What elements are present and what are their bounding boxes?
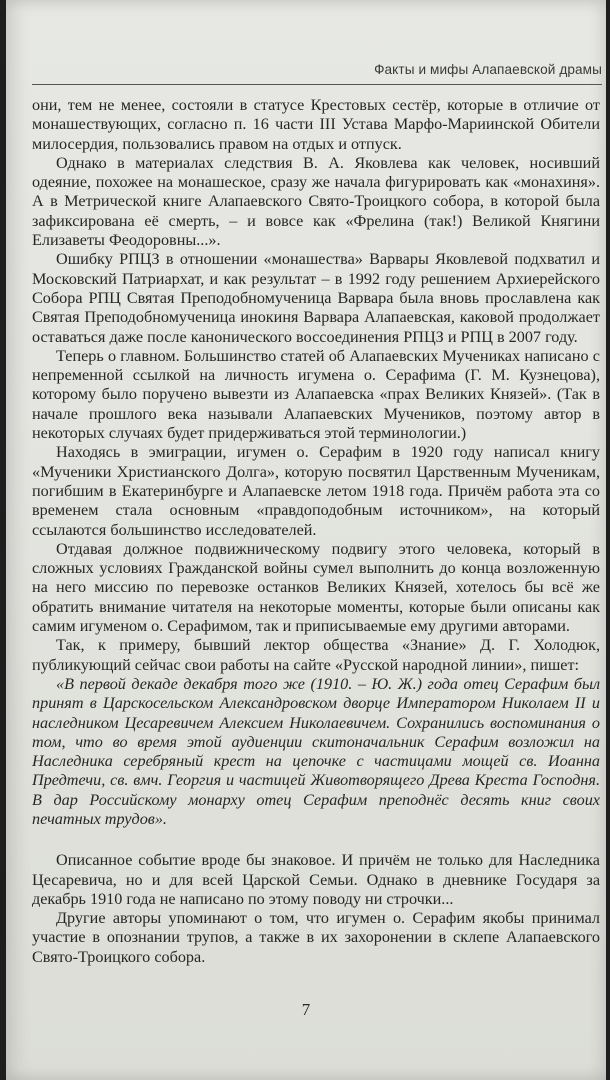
paragraph-3: Ошибку РПЦЗ в отношении «монашества» Варвары Яковлевой подхватил и Московский Патриархат, и как результат – в 1992 году решением Архиерейского Собора РПЦ Святая Преподобномученица Варвара была вновь прославлена как Святая Преподобномученица инокиня Варвара Алапаевская, каковой продолжает оставаться даже после канонического воссоединения РПЦЗ и РПЦ в 2007 году. xyxy=(32,250,600,346)
paragraph-4: Теперь о главном. Большинство статей об Алапаевских Мучениках написано с непременной ссылкой на личность игумена о. Серафима (Г. М. Кузнецова), которому было поручено вывезти из Алапаевска «прах Великих Князей». (Так в начале прошлого века называли Алапаевских Мучеников, поэтому автор в некоторых случаях будет придерживаться этой терминологии.) xyxy=(32,346,600,443)
body-text xyxy=(32,96,600,967)
paragraph-2: Однако в материалах следствия В. А. Яковлева как человек, носивший одеяние, похожее на монашеское, сразу же начала фигурировать как «монахиня». А в Метрической книге Алапаевского Свято-Троицкого собора, в которой была зафиксирована её смерть, – и вовсе как «Фрелина (так!) Великой Княгини Елизаветы Феодоровны...». xyxy=(32,153,600,250)
running-header: Факты и мифы Алапаевской драмы xyxy=(374,62,602,77)
book-page xyxy=(6,0,606,1080)
paragraph-1: они, тем не менее, состояли в статусе Крестовых сестёр, которые в отличие от монашествующих, согласно п. 16 части III Устава Марфо-Мариинской Обители милосердия, пользовались правом на отдых и отпуск. xyxy=(32,96,600,153)
paragraph-8: Описанное событие вроде бы знаковое. И причём не только для Наследника Цесаревича, но и для всей Царской Семьи. Однако в дневнике Государя за декабрь 1910 года не написано по этому поводу ни строчки... xyxy=(32,851,600,908)
quotation: «В первой декаде декабря того же (1910. – Ю. Ж.) года отец Серафим был принят в Царскосельском Александровском дворце Императором Николаем II и наследником Цесаревичем Алексием Николаевичем. Сохранились воспоминания о том, что во время этой аудиенции скитоначальник Серафим возложил на Наследника серебряный крест на цепочке с частицами мощей св. Иоанна Предтечи, св. вмч. Георгия и частицей Животворящего Древа Креста Господня. В дар Российскому монарху отец Серафим преподнёс десять книг своих печатных трудов». xyxy=(32,674,600,828)
header-rule xyxy=(32,84,602,85)
paragraph-6: Отдавая должное подвижническому подвигу этого человека, который в сложных условиях Гражданской войны сумел выполнить до конца возложенную на него миссию по перевозке останков Великих Князей, хотелось бы всё же обратить внимание читателя на некоторые моменты, которые были описаны как самим игуменом о. Серафимом, так и приписываемые ему другими авторами. xyxy=(32,539,600,636)
page-number: 7 xyxy=(301,1000,311,1019)
paragraph-7: Так, к примеру, бывший лектор общества «Знание» Д. Г. Холодюк, публикующий сейчас свои работы на сайте «Русской народной линии», пишет: xyxy=(32,636,600,674)
paragraph-9: Другие авторы упоминают о том, что игумен о. Серафим якобы принимал участие в опознании трупов, а также в их захоронении в склепе Алапаевского Свято-Троицкого собора. xyxy=(32,909,600,966)
paragraph-5: Находясь в эмиграции, игумен о. Серафим в 1920 году написал книгу «Мученики Христианского Долга», которую посвятил Царственным Мученикам, погибшим в Екатеринбурге и Алапаевске летом 1918 года. Причём работа эта со временем стала основным «правдоподобным источником», на который ссылаются большинство исследователей. xyxy=(32,443,600,539)
